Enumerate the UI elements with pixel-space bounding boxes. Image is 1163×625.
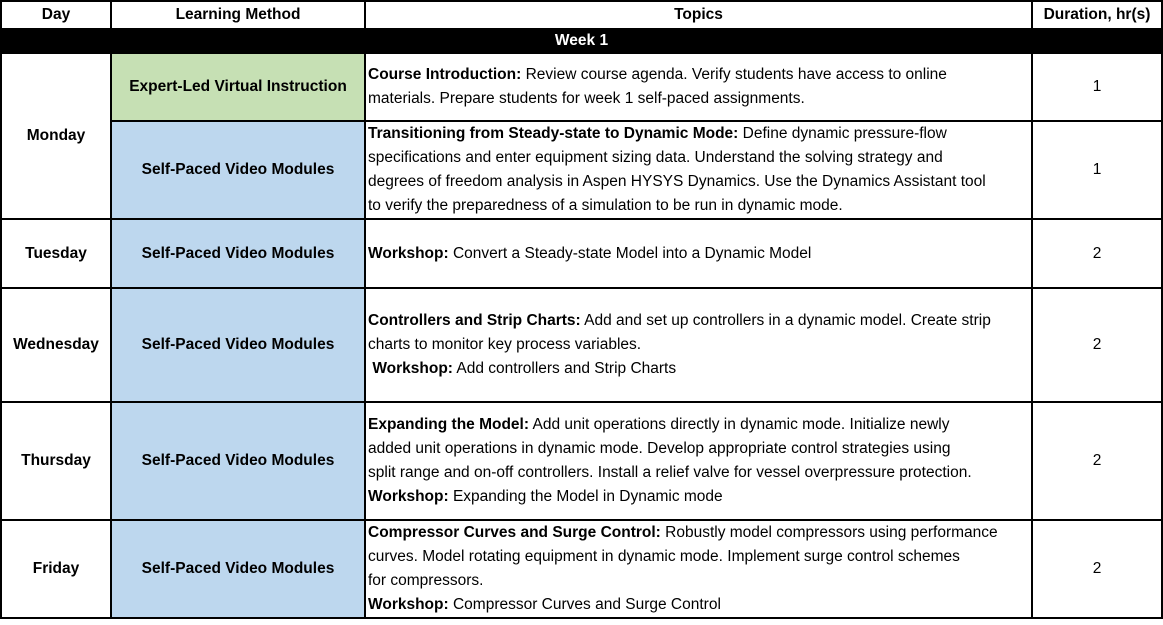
table-row bbox=[1, 53, 1162, 121]
topic-line: to verify the preparedness of a simulation to be run in dynamic mode. bbox=[368, 197, 843, 214]
week-row bbox=[1, 29, 1162, 53]
topic-title: Compressor Curves and Surge Control: bbox=[368, 524, 661, 541]
duration-cell: 2 bbox=[1032, 288, 1162, 402]
topic-text: Review course agenda. Verify students have access to online bbox=[525, 66, 947, 83]
topic-line bbox=[368, 122, 1028, 146]
method-cell: Self-Paced Video Modules bbox=[111, 219, 365, 288]
workshop-line bbox=[368, 593, 1028, 617]
workshop-text: Expanding the Model in Dynamic mode bbox=[452, 488, 723, 505]
topic-line: added unit operations in dynamic mode. Develop appropriate control strategies using bbox=[368, 440, 951, 457]
topic-text: Add and set up controllers in a dynamic model. Create strip bbox=[584, 312, 991, 329]
topic-line bbox=[368, 521, 1028, 545]
workshop-line bbox=[368, 357, 1028, 381]
header-row bbox=[1, 1, 1162, 29]
topic-cell bbox=[365, 288, 1032, 402]
topic-line: materials. Prepare students for week 1 self-paced assignments. bbox=[368, 90, 805, 107]
header-duration: Duration, hr(s) bbox=[1032, 1, 1162, 29]
topic-text: Robustly model compressors using performance bbox=[665, 524, 998, 541]
topic-line: specifications and enter equipment sizing data. Understand the solving strategy and bbox=[368, 149, 943, 166]
topic-title: Expanding the Model: bbox=[368, 416, 530, 433]
workshop-text: Add controllers and Strip Charts bbox=[456, 360, 677, 377]
topic-title: Controllers and Strip Charts: bbox=[368, 312, 581, 329]
table-row bbox=[1, 288, 1162, 402]
header-learning-method: Learning Method bbox=[111, 1, 365, 29]
topic-line: split range and on-off controllers. Install a relief valve for vessel overpressure protection. bbox=[368, 464, 972, 481]
topic-title: Course Introduction: bbox=[368, 66, 522, 83]
topic-cell bbox=[365, 121, 1032, 219]
workshop-label: Workshop: bbox=[368, 244, 449, 262]
method-cell: Self-Paced Video Modules bbox=[111, 402, 365, 520]
topic-line: charts to monitor key process variables. bbox=[368, 336, 642, 353]
table-row bbox=[1, 219, 1162, 288]
week-label: Week 1 bbox=[1, 29, 1162, 53]
day-cell: Tuesday bbox=[1, 219, 111, 288]
day-cell: Thursday bbox=[1, 402, 111, 520]
duration-cell: 1 bbox=[1032, 53, 1162, 121]
workshop-text: Compressor Curves and Surge Control bbox=[452, 596, 721, 613]
duration-cell: 2 bbox=[1032, 520, 1162, 618]
topic-line bbox=[368, 413, 1028, 437]
method-cell: Self-Paced Video Modules bbox=[111, 288, 365, 402]
topic-line: degrees of freedom analysis in Aspen HYSYS Dynamics. Use the Dynamics Assistant tool bbox=[368, 173, 986, 190]
topic-line: curves. Model rotating equipment in dynamic mode. Implement surge control schemes bbox=[368, 548, 960, 565]
topic-line: for compressors. bbox=[368, 572, 484, 589]
header-topics: Topics bbox=[365, 1, 1032, 29]
workshop-label: Workshop: bbox=[368, 488, 449, 505]
day-cell: Friday bbox=[1, 520, 111, 618]
method-cell: Self-Paced Video Modules bbox=[111, 121, 365, 219]
day-cell: Monday bbox=[1, 53, 111, 219]
topic-line bbox=[368, 63, 1028, 87]
topic-cell bbox=[365, 219, 1032, 288]
duration-cell: 2 bbox=[1032, 402, 1162, 520]
topic-cell bbox=[365, 520, 1032, 618]
day-cell: Wednesday bbox=[1, 288, 111, 402]
topic-cell bbox=[365, 53, 1032, 121]
duration-cell: 1 bbox=[1032, 121, 1162, 219]
table-row bbox=[1, 520, 1162, 618]
table-row bbox=[1, 121, 1162, 219]
duration-cell: 2 bbox=[1032, 219, 1162, 288]
workshop-label: Workshop: bbox=[372, 360, 453, 377]
header-day: Day bbox=[1, 1, 111, 29]
topic-text: Define dynamic pressure-flow bbox=[742, 125, 947, 142]
workshop-line bbox=[368, 242, 1028, 266]
method-cell: Expert-Led Virtual Instruction bbox=[111, 53, 365, 121]
workshop-label: Workshop: bbox=[368, 596, 449, 613]
topic-cell bbox=[365, 402, 1032, 520]
table-row bbox=[1, 402, 1162, 520]
topic-line bbox=[368, 309, 1028, 333]
topic-title: Transitioning from Steady-state to Dynamic Mode: bbox=[368, 125, 739, 142]
topic-text: Add unit operations directly in dynamic mode. Initialize newly bbox=[532, 416, 950, 433]
workshop-text: Convert a Steady-state Model into a Dynamic Model bbox=[452, 244, 812, 262]
method-cell: Self-Paced Video Modules bbox=[111, 520, 365, 618]
workshop-line bbox=[368, 485, 1028, 509]
